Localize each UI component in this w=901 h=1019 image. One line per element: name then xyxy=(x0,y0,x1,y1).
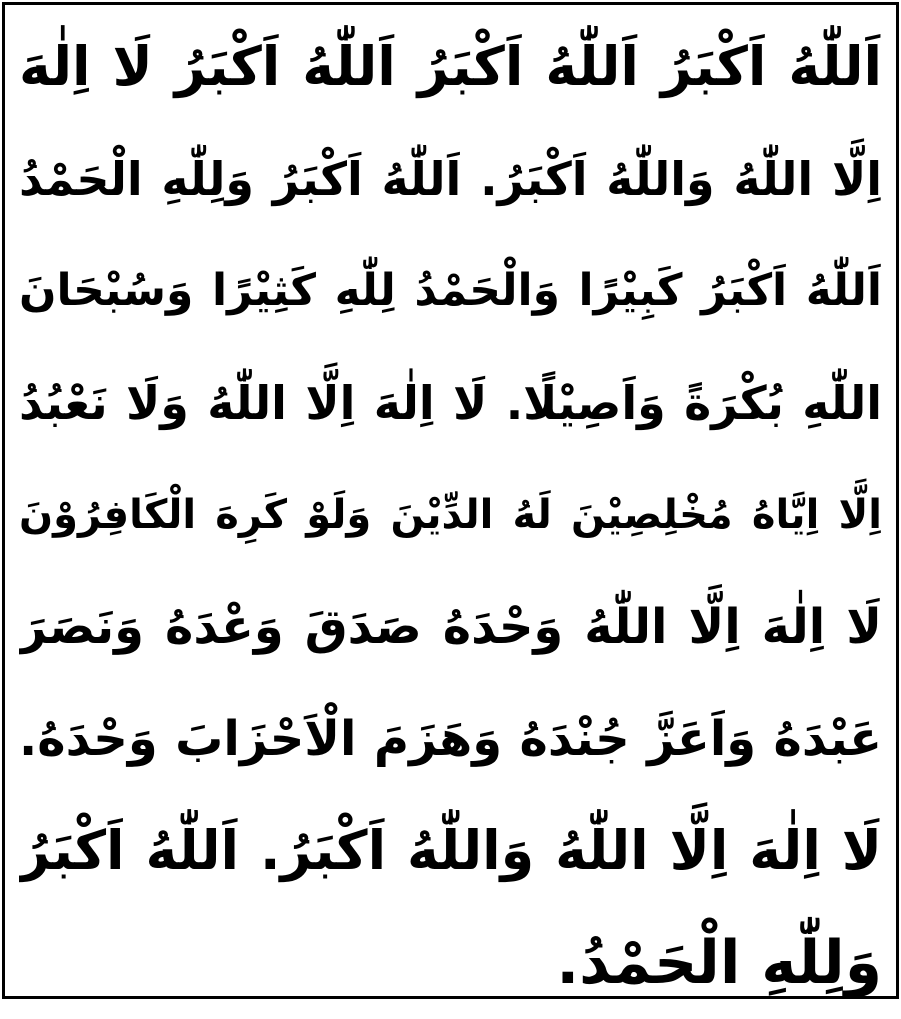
text-line-8: لَا اِلٰهَ اِلَّا اللّٰهُ وَاللّٰهُ اَكْبَرُ. اَللّٰهُ اَكْبَرُ xyxy=(19,819,882,882)
text-line-2: اِلَّا اللّٰهُ وَاللّٰهُ اَكْبَرُ. اَللّٰهُ اَكْبَرُ وَلِلّٰهِ الْحَمْدُ xyxy=(19,152,882,206)
text-line-3: اَللّٰهُ اَكْبَرُ كَبِيْرًا وَالْحَمْدُ لِلّٰهِ كَثِيْرًا وَسُبْحَانَ xyxy=(19,265,882,316)
page-frame xyxy=(2,2,899,999)
text-line-9: وَلِلّٰهِ الْحَمْدُ. xyxy=(556,928,882,998)
text-line-6: لَا اِلٰهَ اِلَّا اللّٰهُ وَحْدَهُ صَدَقَ وَعْدَهُ وَنَصَرَ xyxy=(19,599,882,655)
takbir-text-block xyxy=(19,11,882,1019)
text-line-5: اِلَّا اِيَّاهُ مُخْلِصِيْنَ لَهُ الدِّيْنَ وَلَوْ كَرِهَ الْكَافِرُوْنَ xyxy=(19,492,882,538)
text-line-4: اللّٰهِ بُكْرَةً وَاَصِيْلًا. لَا اِلٰهَ اِلَّا اللّٰهُ وَلَا نَعْبُدُ xyxy=(19,376,882,430)
text-line-7: عَبْدَهُ وَاَعَزَّ جُنْدَهُ وَهَزَمَ الْاَحْزَابَ وَحْدَهُ. xyxy=(19,711,882,767)
text-line-1: اَللّٰهُ اَكْبَرُ اَللّٰهُ اَكْبَرُ اَللّٰهُ اَكْبَرُ لَا اِلٰهَ xyxy=(19,35,882,98)
